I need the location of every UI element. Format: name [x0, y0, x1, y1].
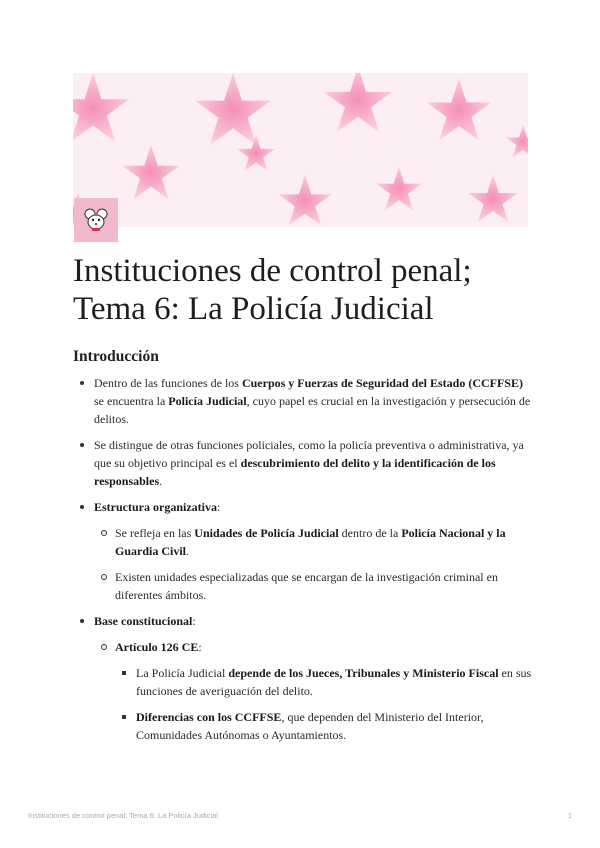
bold-text: Base constitucional [94, 614, 193, 628]
page-title-line-1: Instituciones de control penal; [73, 253, 472, 289]
section-heading: Introducción [73, 348, 159, 365]
text: : [192, 614, 196, 628]
text: en sus funciones de averiguación del delito. [136, 666, 532, 698]
text: dentro de la [338, 526, 402, 540]
content [73, 374, 533, 752]
list-item [94, 568, 533, 604]
text: : [198, 640, 202, 654]
page-title [73, 252, 543, 328]
bold-text: Policía Judicial [168, 394, 247, 408]
stars-pattern [73, 73, 528, 227]
list-item [94, 524, 533, 560]
list-item [73, 498, 533, 604]
list-item [73, 612, 533, 744]
list-item [73, 374, 533, 428]
sub-list [94, 524, 533, 604]
text: : [216, 500, 221, 514]
text: , cuyo papel es crucial en la investigación y persecución de delitos. [94, 394, 531, 426]
text: , que dependen del Ministerio del Interior, Comunidades Autónomas o Ayuntamientos. [136, 710, 484, 742]
page-number: 1 [567, 811, 572, 820]
page-icon [74, 198, 118, 242]
bold-text: descubrimiento del delito y la identificación de los responsables [94, 456, 496, 488]
page-title-line-2: Tema 6: La Policía Judicial [73, 291, 434, 327]
bullet-list [73, 374, 533, 744]
list-item [115, 708, 533, 744]
text: Se refleja en las [115, 526, 195, 540]
text: La Policía Judicial [136, 666, 229, 680]
text: Existen unidades especializadas que se encargan de la investigación criminal en diferentes ámbitos. [115, 570, 498, 602]
bold-text: Diferencias con los CCFFSE [136, 710, 282, 724]
list-item [73, 436, 533, 490]
mouse-icon [83, 207, 109, 233]
bold-text: Policía Nacional y la Guardia Civil [115, 526, 506, 558]
text: . [186, 544, 190, 558]
text: se encuentra la [94, 394, 169, 408]
text: Dentro de las funciones de los [94, 376, 242, 390]
cover-banner [73, 73, 528, 227]
text: . [159, 474, 163, 488]
sub-list [94, 638, 533, 744]
footer-title: Instituciones de control penal; Tema 6: La Policía Judicial [28, 811, 218, 820]
text: Se distingue de otras funciones policiales, como la policía preventiva o administrativa, ya que su objetivo principal es el [94, 438, 524, 470]
bold-text: Estructura organizativa [94, 500, 217, 514]
bold-text: Unidades de Policía Judicial [194, 526, 339, 540]
list-item [94, 638, 533, 744]
bold-text: depende de los Jueces, Tribunales y Ministerio Fiscal [228, 666, 499, 680]
bold-text: Artículo 126 CE [115, 640, 199, 654]
page-footer [28, 811, 572, 820]
list-item [115, 664, 533, 700]
sub-sub-list [115, 664, 533, 744]
bold-text: Cuerpos y Fuerzas de Seguridad del Estado (CCFFSE) [241, 376, 523, 390]
